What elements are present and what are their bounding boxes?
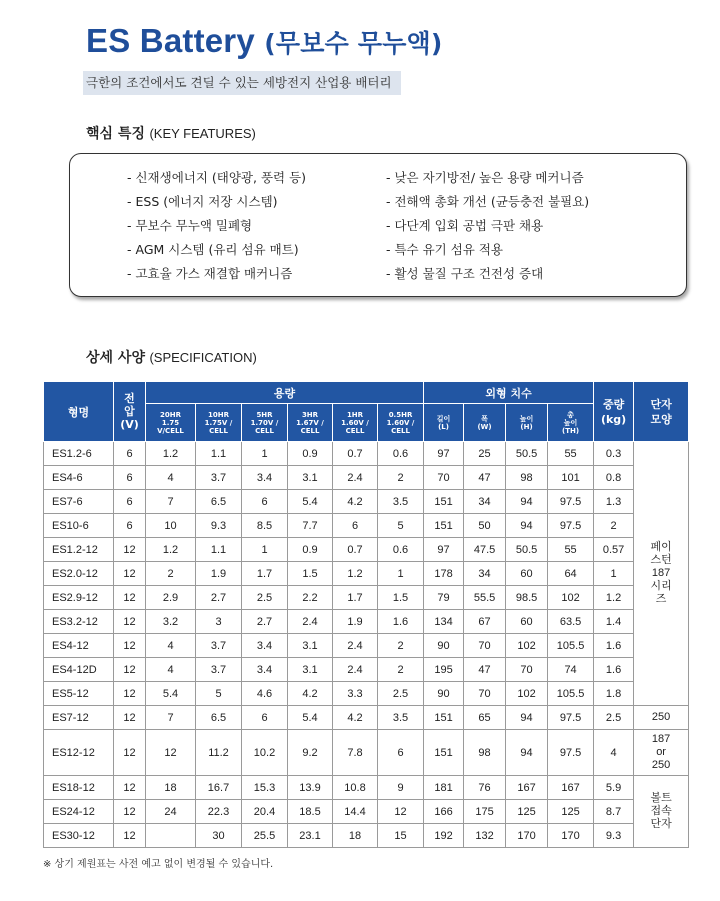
terminal-text: 250 [651, 711, 671, 723]
table-cell: 0.57 [594, 538, 634, 562]
table-cell: 2.4 [333, 658, 378, 682]
header-weight-unit: (kg) [600, 412, 627, 426]
feature-item: - 고효율 가스 재결합 매커니즘 [127, 266, 293, 281]
table-cell: 175 [464, 800, 506, 824]
table-cell: 151 [424, 706, 464, 730]
page-title [86, 22, 443, 60]
table-cell: 3.7 [196, 634, 242, 658]
table-cell: 167 [548, 776, 594, 800]
table-row [44, 466, 689, 490]
table-row [44, 514, 689, 538]
table-row [44, 610, 689, 634]
table-cell: 0.7 [333, 442, 378, 466]
terminal-text: 시리 [650, 580, 672, 592]
table-cell: 30 [196, 824, 242, 848]
table-cell: 151 [424, 730, 464, 776]
feature-item: - 전해액 총화 개선 (균등충전 불필요) [386, 194, 590, 209]
table-cell: 0.3 [594, 442, 634, 466]
table-row [44, 442, 689, 466]
table-cell: 5.4 [288, 706, 333, 730]
table-cell: 6 [114, 466, 146, 490]
table-cell: 14.4 [333, 800, 378, 824]
model-cell: ES1.2-12 [44, 538, 114, 562]
table-cell: 94 [506, 730, 548, 776]
table-cell: 1.4 [594, 610, 634, 634]
header-terminal [634, 382, 689, 442]
table-cell: 3.4 [242, 634, 288, 658]
table-cell: 64 [548, 562, 594, 586]
header-weight-label: 중량 [602, 397, 625, 411]
table-cell: 55 [548, 442, 594, 466]
table-cell: 4 [146, 634, 196, 658]
table-cell: 1.2 [146, 538, 196, 562]
header-terminal-label: 단자 [650, 397, 672, 411]
model-cell: ES18-12 [44, 776, 114, 800]
feature-item: - 다단계 입회 공법 극판 채용 [386, 218, 544, 233]
terminal-text: 페이 [650, 541, 672, 553]
feature-item: - 무보수 무누액 밀폐형 [127, 218, 253, 233]
table-row [44, 824, 689, 848]
table-cell: 1 [378, 562, 424, 586]
table-cell: 94 [506, 706, 548, 730]
table-cell: 50 [464, 514, 506, 538]
table-cell: 2.7 [196, 586, 242, 610]
table-cell: 3 [196, 610, 242, 634]
table-cell: 151 [424, 490, 464, 514]
table-cell: 50.5 [506, 442, 548, 466]
terminal-text: 187 [651, 733, 671, 745]
table-cell: 70 [424, 466, 464, 490]
table-cell: 9.2 [288, 730, 333, 776]
table-cell: 170 [506, 824, 548, 848]
table-cell: 65 [464, 706, 506, 730]
table-row [44, 730, 689, 776]
table-cell: 97.5 [548, 730, 594, 776]
terminal-text: 즈 [655, 593, 667, 605]
header-weight [594, 382, 634, 442]
terminal-cell [634, 706, 689, 730]
table-cell: 105.5 [548, 634, 594, 658]
table-cell: 12 [378, 800, 424, 824]
table-cell: 151 [424, 514, 464, 538]
table-cell: 0.9 [288, 442, 333, 466]
table-cell: 70 [464, 682, 506, 706]
header-terminal-label-2: 모양 [650, 412, 672, 426]
table-row [44, 634, 689, 658]
table-cell: 1.5 [288, 562, 333, 586]
feature-item: - 신재생에너지 (태양광, 풍력 등) [127, 170, 307, 185]
table-cell: 12 [146, 730, 196, 776]
table-cell: 132 [464, 824, 506, 848]
model-cell: ES7-6 [44, 490, 114, 514]
table-cell: 102 [548, 586, 594, 610]
table-cell: 2 [146, 562, 196, 586]
header-dimension: 길이 (L) [424, 404, 464, 442]
table-cell: 1.6 [594, 634, 634, 658]
model-cell: ES7-12 [44, 706, 114, 730]
table-cell: 12 [114, 776, 146, 800]
table-cell: 18 [333, 824, 378, 848]
table-cell: 5.4 [288, 490, 333, 514]
table-cell: 3.1 [288, 634, 333, 658]
footnote: ※ 상기 제원표는 사전 예고 없이 변경될 수 있습니다. [43, 859, 274, 870]
table-cell: 7 [146, 706, 196, 730]
table-cell: 4 [146, 658, 196, 682]
table-cell: 3.4 [242, 466, 288, 490]
table-cell: 102 [506, 634, 548, 658]
table-cell: 3.5 [378, 706, 424, 730]
terminal-text: 250 [651, 759, 671, 771]
table-cell: 90 [424, 682, 464, 706]
table-cell: 0.7 [333, 538, 378, 562]
table-cell: 0.6 [378, 538, 424, 562]
table-cell: 6 [378, 730, 424, 776]
table-cell: 6 [114, 490, 146, 514]
table-cell: 1.3 [594, 490, 634, 514]
table-row [44, 490, 689, 514]
spec-heading-ko: 상세 사양 [86, 350, 145, 366]
table-cell: 5.9 [594, 776, 634, 800]
table-cell: 7.7 [288, 514, 333, 538]
features-left-list [127, 166, 306, 286]
feature-item: - 낮은 자기방전/ 높은 용량 메커니즘 [386, 170, 584, 185]
table-cell: 6.5 [196, 490, 242, 514]
table-cell: 4 [594, 730, 634, 776]
table-cell: 47.5 [464, 538, 506, 562]
table-cell: 97 [424, 538, 464, 562]
table-cell: 7.8 [333, 730, 378, 776]
table-cell: 166 [424, 800, 464, 824]
model-cell: ES4-6 [44, 466, 114, 490]
table-cell: 1 [242, 538, 288, 562]
header-dimension: 폭 (W) [464, 404, 506, 442]
table-cell: 12 [114, 682, 146, 706]
terminal-text: or [656, 746, 666, 758]
table-cell: 97 [424, 442, 464, 466]
table-cell: 1.6 [594, 658, 634, 682]
title-main: ES Battery [86, 22, 255, 59]
table-cell: 2.4 [288, 610, 333, 634]
table-cell: 76 [464, 776, 506, 800]
table-cell: 2.5 [378, 682, 424, 706]
table-cell: 12 [114, 706, 146, 730]
model-cell: ES4-12 [44, 634, 114, 658]
table-cell: 1.2 [333, 562, 378, 586]
table-cell: 3.4 [242, 658, 288, 682]
terminal-text: 접속 [650, 805, 672, 817]
table-cell: 12 [114, 586, 146, 610]
table-cell [146, 824, 196, 848]
table-cell: 192 [424, 824, 464, 848]
header-capacity-rate: 20HR 1.75 V/CELL [146, 404, 196, 442]
table-cell: 18.5 [288, 800, 333, 824]
header-voltage-unit: (V) [120, 418, 139, 431]
table-cell: 5.4 [146, 682, 196, 706]
table-cell: 6 [333, 514, 378, 538]
table-cell: 25.5 [242, 824, 288, 848]
feature-item: - AGM 시스템 (유리 섬유 매트) [127, 242, 299, 257]
table-cell: 18 [146, 776, 196, 800]
table-cell: 1.2 [146, 442, 196, 466]
table-cell: 79 [424, 586, 464, 610]
table-cell: 6 [114, 514, 146, 538]
header-capacity-rate: 0.5HR 1.60V / CELL [378, 404, 424, 442]
table-cell: 101 [548, 466, 594, 490]
table-cell: 167 [506, 776, 548, 800]
table-cell: 60 [506, 610, 548, 634]
table-cell: 2.5 [594, 706, 634, 730]
features-box [69, 153, 687, 297]
table-cell: 102 [506, 682, 548, 706]
table-cell: 4 [146, 466, 196, 490]
table-cell: 10 [146, 514, 196, 538]
table-cell: 22.3 [196, 800, 242, 824]
table-cell: 97.5 [548, 706, 594, 730]
table-cell: 6 [242, 490, 288, 514]
table-cell: 1.5 [378, 586, 424, 610]
feature-item: - 특수 유기 섬유 적용 [386, 242, 504, 257]
header-voltage-char: 압 [124, 405, 135, 418]
table-cell: 1.9 [196, 562, 242, 586]
table-cell: 13.9 [288, 776, 333, 800]
table-cell: 94 [506, 514, 548, 538]
table-cell: 8.7 [594, 800, 634, 824]
table-cell: 98 [506, 466, 548, 490]
table-cell: 23.1 [288, 824, 333, 848]
table-cell: 67 [464, 610, 506, 634]
table-cell: 125 [506, 800, 548, 824]
table-cell: 0.9 [288, 538, 333, 562]
table-cell: 5 [196, 682, 242, 706]
table-cell: 9.3 [196, 514, 242, 538]
table-cell: 125 [548, 800, 594, 824]
spec-heading [86, 347, 257, 367]
table-cell: 11.2 [196, 730, 242, 776]
table-cell: 181 [424, 776, 464, 800]
table-cell: 47 [464, 466, 506, 490]
table-cell: 1.9 [333, 610, 378, 634]
model-cell: ES30-12 [44, 824, 114, 848]
features-heading [86, 123, 256, 143]
features-heading-en: (KEY FEATURES) [149, 126, 256, 141]
table-cell: 4.6 [242, 682, 288, 706]
model-cell: ES1.2-6 [44, 442, 114, 466]
table-cell: 98.5 [506, 586, 548, 610]
table-row [44, 538, 689, 562]
header-capacity-rate: 1HR 1.60V / CELL [333, 404, 378, 442]
header-capacity-rate: 3HR 1.67V / CELL [288, 404, 333, 442]
header-capacity-rate: 10HR 1.75V / CELL [196, 404, 242, 442]
table-row [44, 682, 689, 706]
model-cell: ES2.0-12 [44, 562, 114, 586]
table-cell: 1.7 [242, 562, 288, 586]
model-cell: ES12-12 [44, 730, 114, 776]
table-cell: 12 [114, 800, 146, 824]
table-cell: 2.4 [333, 634, 378, 658]
table-cell: 97.5 [548, 490, 594, 514]
table-cell: 4.2 [333, 490, 378, 514]
table-cell: 1.1 [196, 538, 242, 562]
table-cell: 9 [378, 776, 424, 800]
table-cell: 3.5 [378, 490, 424, 514]
table-cell: 20.4 [242, 800, 288, 824]
terminal-cell [634, 442, 689, 706]
header-dimension: 총 높이 (TH) [548, 404, 594, 442]
table-cell: 6 [242, 706, 288, 730]
header-dimensions: 외형 치수 [424, 382, 594, 404]
page-subtitle: 극한의 조건에서도 견딜 수 있는 세방전지 산업용 배터리 [83, 71, 401, 95]
table-cell: 12 [114, 730, 146, 776]
table-cell: 1.8 [594, 682, 634, 706]
table-cell: 12 [114, 824, 146, 848]
table-cell: 10.2 [242, 730, 288, 776]
table-cell: 3.2 [146, 610, 196, 634]
table-cell: 134 [424, 610, 464, 634]
table-cell: 3.3 [333, 682, 378, 706]
table-cell: 74 [548, 658, 594, 682]
table-cell: 1.7 [333, 586, 378, 610]
table-row [44, 658, 689, 682]
table-cell: 2 [594, 514, 634, 538]
table-cell: 12 [114, 634, 146, 658]
table-cell: 98 [464, 730, 506, 776]
table-cell: 15 [378, 824, 424, 848]
table-cell: 15.3 [242, 776, 288, 800]
table-cell: 6.5 [196, 706, 242, 730]
table-cell: 70 [506, 658, 548, 682]
model-cell: ES24-12 [44, 800, 114, 824]
table-cell: 3.7 [196, 466, 242, 490]
table-cell: 4.2 [288, 682, 333, 706]
table-cell: 2.2 [288, 586, 333, 610]
table-cell: 3.1 [288, 658, 333, 682]
table-cell: 0.8 [594, 466, 634, 490]
table-cell: 8.5 [242, 514, 288, 538]
table-cell: 12 [114, 610, 146, 634]
table-cell: 1.2 [594, 586, 634, 610]
terminal-text: 187 [651, 567, 671, 579]
table-cell: 90 [424, 634, 464, 658]
table-cell: 12 [114, 658, 146, 682]
spec-heading-en: (SPECIFICATION) [149, 350, 257, 365]
table-row [44, 562, 689, 586]
table-cell: 2 [378, 634, 424, 658]
header-model: 형명 [44, 382, 114, 442]
header-capacity: 용량 [146, 382, 424, 404]
table-cell: 2 [378, 658, 424, 682]
table-cell: 55 [548, 538, 594, 562]
feature-item: - 활성 물질 구조 건전성 증대 [386, 266, 544, 281]
table-cell: 7 [146, 490, 196, 514]
table-cell: 178 [424, 562, 464, 586]
model-cell: ES10-6 [44, 514, 114, 538]
model-cell: ES3.2-12 [44, 610, 114, 634]
table-cell: 9.3 [594, 824, 634, 848]
table-row [44, 776, 689, 800]
table-cell: 105.5 [548, 682, 594, 706]
table-cell: 63.5 [548, 610, 594, 634]
model-cell: ES2.9-12 [44, 586, 114, 610]
table-cell: 2.5 [242, 586, 288, 610]
table-cell: 5 [378, 514, 424, 538]
features-heading-ko: 핵심 특징 [86, 126, 145, 142]
header-voltage [114, 382, 146, 442]
terminal-cell [634, 730, 689, 776]
table-cell: 25 [464, 442, 506, 466]
table-cell: 0.6 [378, 442, 424, 466]
table-cell: 4.2 [333, 706, 378, 730]
title-sub: (무보수 무누액) [264, 29, 443, 58]
table-cell: 1 [594, 562, 634, 586]
table-cell: 60 [506, 562, 548, 586]
table-cell: 195 [424, 658, 464, 682]
table-cell: 3.7 [196, 658, 242, 682]
header-dimension: 높이 (H) [506, 404, 548, 442]
table-cell: 170 [548, 824, 594, 848]
table-cell: 2.4 [333, 466, 378, 490]
header-capacity-rate: 5HR 1.70V / CELL [242, 404, 288, 442]
table-cell: 94 [506, 490, 548, 514]
table-cell: 1 [242, 442, 288, 466]
table-cell: 70 [464, 634, 506, 658]
table-cell: 55.5 [464, 586, 506, 610]
model-cell: ES5-12 [44, 682, 114, 706]
spec-table [43, 381, 689, 848]
table-cell: 34 [464, 562, 506, 586]
table-cell: 12 [114, 562, 146, 586]
table-cell: 24 [146, 800, 196, 824]
table-cell: 2.7 [242, 610, 288, 634]
table-cell: 2.9 [146, 586, 196, 610]
table-row [44, 800, 689, 824]
header-voltage-char: 전 [124, 392, 135, 405]
table-cell: 10.8 [333, 776, 378, 800]
features-right-list [386, 166, 589, 286]
table-cell: 50.5 [506, 538, 548, 562]
table-row [44, 586, 689, 610]
table-cell: 1.1 [196, 442, 242, 466]
table-cell: 6 [114, 442, 146, 466]
table-cell: 1.6 [378, 610, 424, 634]
table-row [44, 706, 689, 730]
terminal-text: 스턴 [650, 554, 672, 566]
table-cell: 47 [464, 658, 506, 682]
terminal-cell [634, 776, 689, 848]
table-cell: 3.1 [288, 466, 333, 490]
table-cell: 12 [114, 538, 146, 562]
model-cell: ES4-12D [44, 658, 114, 682]
table-cell: 97.5 [548, 514, 594, 538]
table-cell: 16.7 [196, 776, 242, 800]
terminal-text: 단자 [650, 818, 672, 830]
feature-item: - ESS (에너지 저장 시스템) [127, 194, 278, 209]
terminal-text: 볼트 [650, 792, 672, 804]
table-cell: 2 [378, 466, 424, 490]
table-cell: 34 [464, 490, 506, 514]
